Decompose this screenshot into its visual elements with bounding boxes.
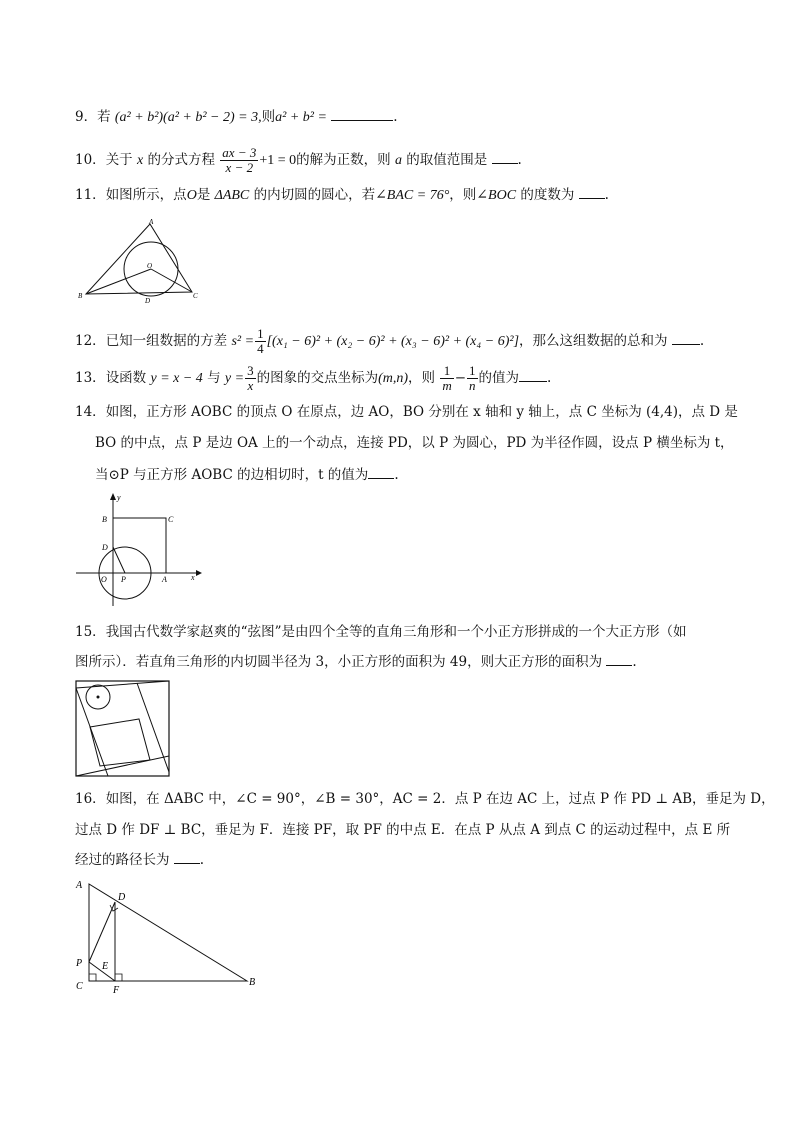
question-14-line-2: [95, 434, 734, 452]
answer-blank: [331, 108, 393, 121]
q11-point-o: O: [186, 188, 197, 203]
label-c: C: [168, 515, 174, 524]
q14-text: 如图，正方形 AOBC 的顶点 O 在原点，边 AO，BO 分别在 x 轴和 y 轴上，点 C 坐标为 (4,4)，点 D 是: [105, 404, 738, 420]
label-o: O: [101, 575, 107, 584]
question-16-line-1: [75, 790, 775, 808]
q13-function-1: y = x − 4: [150, 371, 203, 386]
label-a: A: [162, 575, 167, 584]
answer-blank: [579, 186, 605, 199]
question-14-line-3: 当⊙P 与正方形 AOBC 的边相切时，t 的值为 .: [95, 467, 399, 483]
label-b: B: [78, 292, 83, 300]
question-13: 13．设函数 y = x − 4 与 y = $\frac{3}{x}$ 的图象的交点坐标为(m,n)，则 $\frac{1}{m}$ − $\frac{1}{n}$ 的值为 .: [75, 363, 552, 393]
q11-text: 如图所示，点: [105, 187, 187, 203]
figure-15-string-diagram: [75, 680, 171, 778]
answer-blank: [672, 332, 700, 345]
q11-text: ，则: [449, 187, 477, 203]
q12-text: 已知一组数据的方差: [105, 333, 228, 349]
q10-tail: 的解为正数，则: [296, 152, 391, 168]
question-16-line-2: [75, 821, 730, 839]
q12-expression: [(x₁ − 6)² + (x₂ − 6)² + (x₃ − 6)² + (x₄ − 6)²]: [266, 334, 520, 349]
figure-14-square-coordinate: [74, 490, 204, 608]
q10-mid: 的分式方程: [147, 152, 215, 168]
hypotenuse-bottom: [76, 756, 169, 776]
answer-blank: [368, 466, 394, 479]
fraction-denominator: x − 2: [225, 160, 254, 175]
segment-pd: [89, 902, 115, 962]
label-p: P: [76, 958, 83, 969]
right-angle-c: [89, 974, 96, 981]
fraction-denominator: x: [247, 378, 254, 393]
q13-text: 的值为: [478, 370, 520, 386]
label-d: D: [145, 297, 151, 305]
q12-text: ，那么这组数据的总和为: [519, 333, 668, 349]
fraction-numerator: 3: [247, 363, 254, 378]
question-16-line-3: 经过的路径长为 .: [75, 852, 205, 868]
q14-text: 当⊙P 与正方形 AOBC 的边相切时，t 的值为: [95, 467, 369, 483]
q10-variable: x: [136, 153, 144, 168]
question-number: 11．: [75, 187, 106, 203]
fraction-numerator: 1: [469, 363, 476, 378]
question-9: 9．若 (a² + b²)(a² + b² − 2) = 3,则a² + b² = .: [75, 109, 398, 125]
q16-text: 经过的路径长为: [75, 852, 170, 868]
segment-bo: [86, 269, 151, 294]
q11-text: 是: [196, 187, 211, 203]
label-x: x: [191, 573, 195, 582]
hypotenuse-right: [137, 683, 169, 772]
label-o: O: [147, 262, 153, 270]
question-number: 14．: [75, 404, 106, 420]
q13-function-2: y =: [224, 371, 245, 386]
label-a: A: [149, 218, 154, 226]
q16-text: 如图，在 ΔABC 中，∠C = 90°，∠B = 30°，AC = 2．点 P 在边 AC 上，过点 P 作 PD ⊥ AB，垂足为 D，: [105, 791, 775, 807]
q13-fraction: [245, 364, 256, 393]
hypotenuse-top: [76, 681, 169, 688]
answer-blank: [519, 369, 547, 382]
segment-pd: [113, 547, 125, 573]
q13-text: 与: [207, 370, 221, 386]
label-d: D: [102, 543, 108, 552]
fraction-denominator: 4: [257, 341, 264, 356]
label-d: D: [118, 892, 126, 903]
q15-text: 图所示）．若直角三角形的内切圆半径为 3，小正方形的面积为 49，则大正方形的面积为: [75, 654, 603, 670]
label-f: F: [113, 985, 120, 996]
question-number: 13．: [75, 370, 106, 386]
q14-text: BO 的中点，点 P 是边 OA 上的一个动点，连接 PD，以 P 为圆心，PD 为半径作圆，设点 P 横坐标为 t，: [95, 435, 734, 451]
hypotenuse-left: [76, 688, 108, 776]
circle-center: [97, 696, 100, 699]
q11-angle-boc: ∠BOC: [476, 188, 517, 203]
y-axis-arrow: [110, 493, 116, 500]
question-14-line-1: [75, 403, 738, 421]
q10-rest: +1 = 0: [259, 153, 297, 168]
question-number: 16．: [75, 791, 106, 807]
right-angle-f: [115, 974, 122, 981]
x-axis-arrow: [196, 570, 202, 576]
q11-text: 的内切圆的圆心，若: [253, 187, 376, 203]
label-b: B: [249, 977, 256, 988]
label-y: y: [117, 493, 121, 502]
fraction-numerator: 1: [440, 364, 453, 379]
q9-target: a² + b² =: [275, 110, 327, 125]
q10-fraction: [220, 146, 258, 175]
triangle-abc: [89, 884, 247, 981]
answer-blank: [174, 851, 200, 864]
q13-text: 的图象的交点坐标为: [256, 370, 379, 386]
label-c: C: [76, 981, 83, 992]
q13-fraction: [440, 364, 453, 393]
q15-text: 我国古代数学家赵爽的“弦图”是由四个全等的直角三角形和一个小正方形拼成的一个大正方形（如: [105, 624, 687, 640]
question-10: 10．关于 x 的分式方程 $\frac{ax - 3}{x - 2}$ +1 = 0的解为正数，则 a 的取值范围是 .: [75, 145, 522, 175]
figure-16-right-triangle: [72, 876, 264, 996]
label-c: C: [193, 292, 198, 300]
q9-prefix: 若: [97, 109, 111, 125]
q13-text: 设函数: [105, 370, 147, 386]
label-a: A: [76, 880, 83, 891]
segment-co: [151, 269, 192, 292]
q10-prefix: 关于: [105, 152, 133, 168]
question-number: 10．: [75, 152, 106, 168]
q11-triangle: ΔABC: [214, 188, 250, 203]
q10-param: a: [394, 153, 402, 168]
label-p: P: [121, 575, 126, 584]
fraction-denominator: n: [469, 378, 476, 393]
question-number: 9．: [75, 109, 98, 125]
question-15-line-1: [75, 623, 687, 641]
question-number: 12．: [75, 333, 106, 349]
question-number: 15．: [75, 624, 106, 640]
q9-ask: 则: [261, 109, 276, 125]
q12-variance: s² =: [231, 334, 255, 349]
question-11: 11．如图所示，点O是 ΔABC 的内切圆的圆心，若∠BAC = 76°，则∠BOC 的度数为 .: [75, 187, 609, 203]
q11-angle-bac: ∠BAC = 76°: [375, 188, 450, 203]
q11-text: 的度数为: [520, 187, 575, 203]
question-12: 12．已知一组数据的方差 s² = $\frac{1}{4}$ [(x₁ − 6)² + (x₂ − 6)² + (x₃ − 6)² + (x₄ − 6)²]，那么这组数据的总和为 .: [75, 326, 705, 356]
q13-text: ，则: [408, 370, 436, 386]
figure-11-incircle-triangle: [78, 218, 208, 306]
answer-blank: [606, 653, 632, 666]
q13-fraction: [467, 364, 478, 393]
q10-end: 的取值范围是: [406, 152, 488, 168]
label-b: B: [102, 515, 107, 524]
fraction-numerator: 1: [257, 326, 264, 341]
fraction-numerator: ax − 3: [222, 145, 257, 160]
question-15-line-2: 图所示）．若直角三角形的内切圆半径为 3，小正方形的面积为 49，则大正方形的面积为 .: [75, 654, 637, 670]
answer-blank: [492, 151, 518, 164]
q16-text: 过点 D 作 DF ⊥ BC，垂足为 F．连接 PF，取 PF 的中点 E．在点 P 从点 A 到点 C 的运动过程中，点 E 所: [75, 822, 731, 838]
q13-point: (m,n): [378, 371, 409, 386]
q9-equation: (a² + b²)(a² + b² − 2) = 3,: [114, 110, 262, 125]
small-square: [90, 719, 150, 766]
label-e: E: [102, 961, 109, 972]
fraction-denominator: m: [442, 378, 452, 393]
q12-coefficient: [255, 327, 266, 356]
